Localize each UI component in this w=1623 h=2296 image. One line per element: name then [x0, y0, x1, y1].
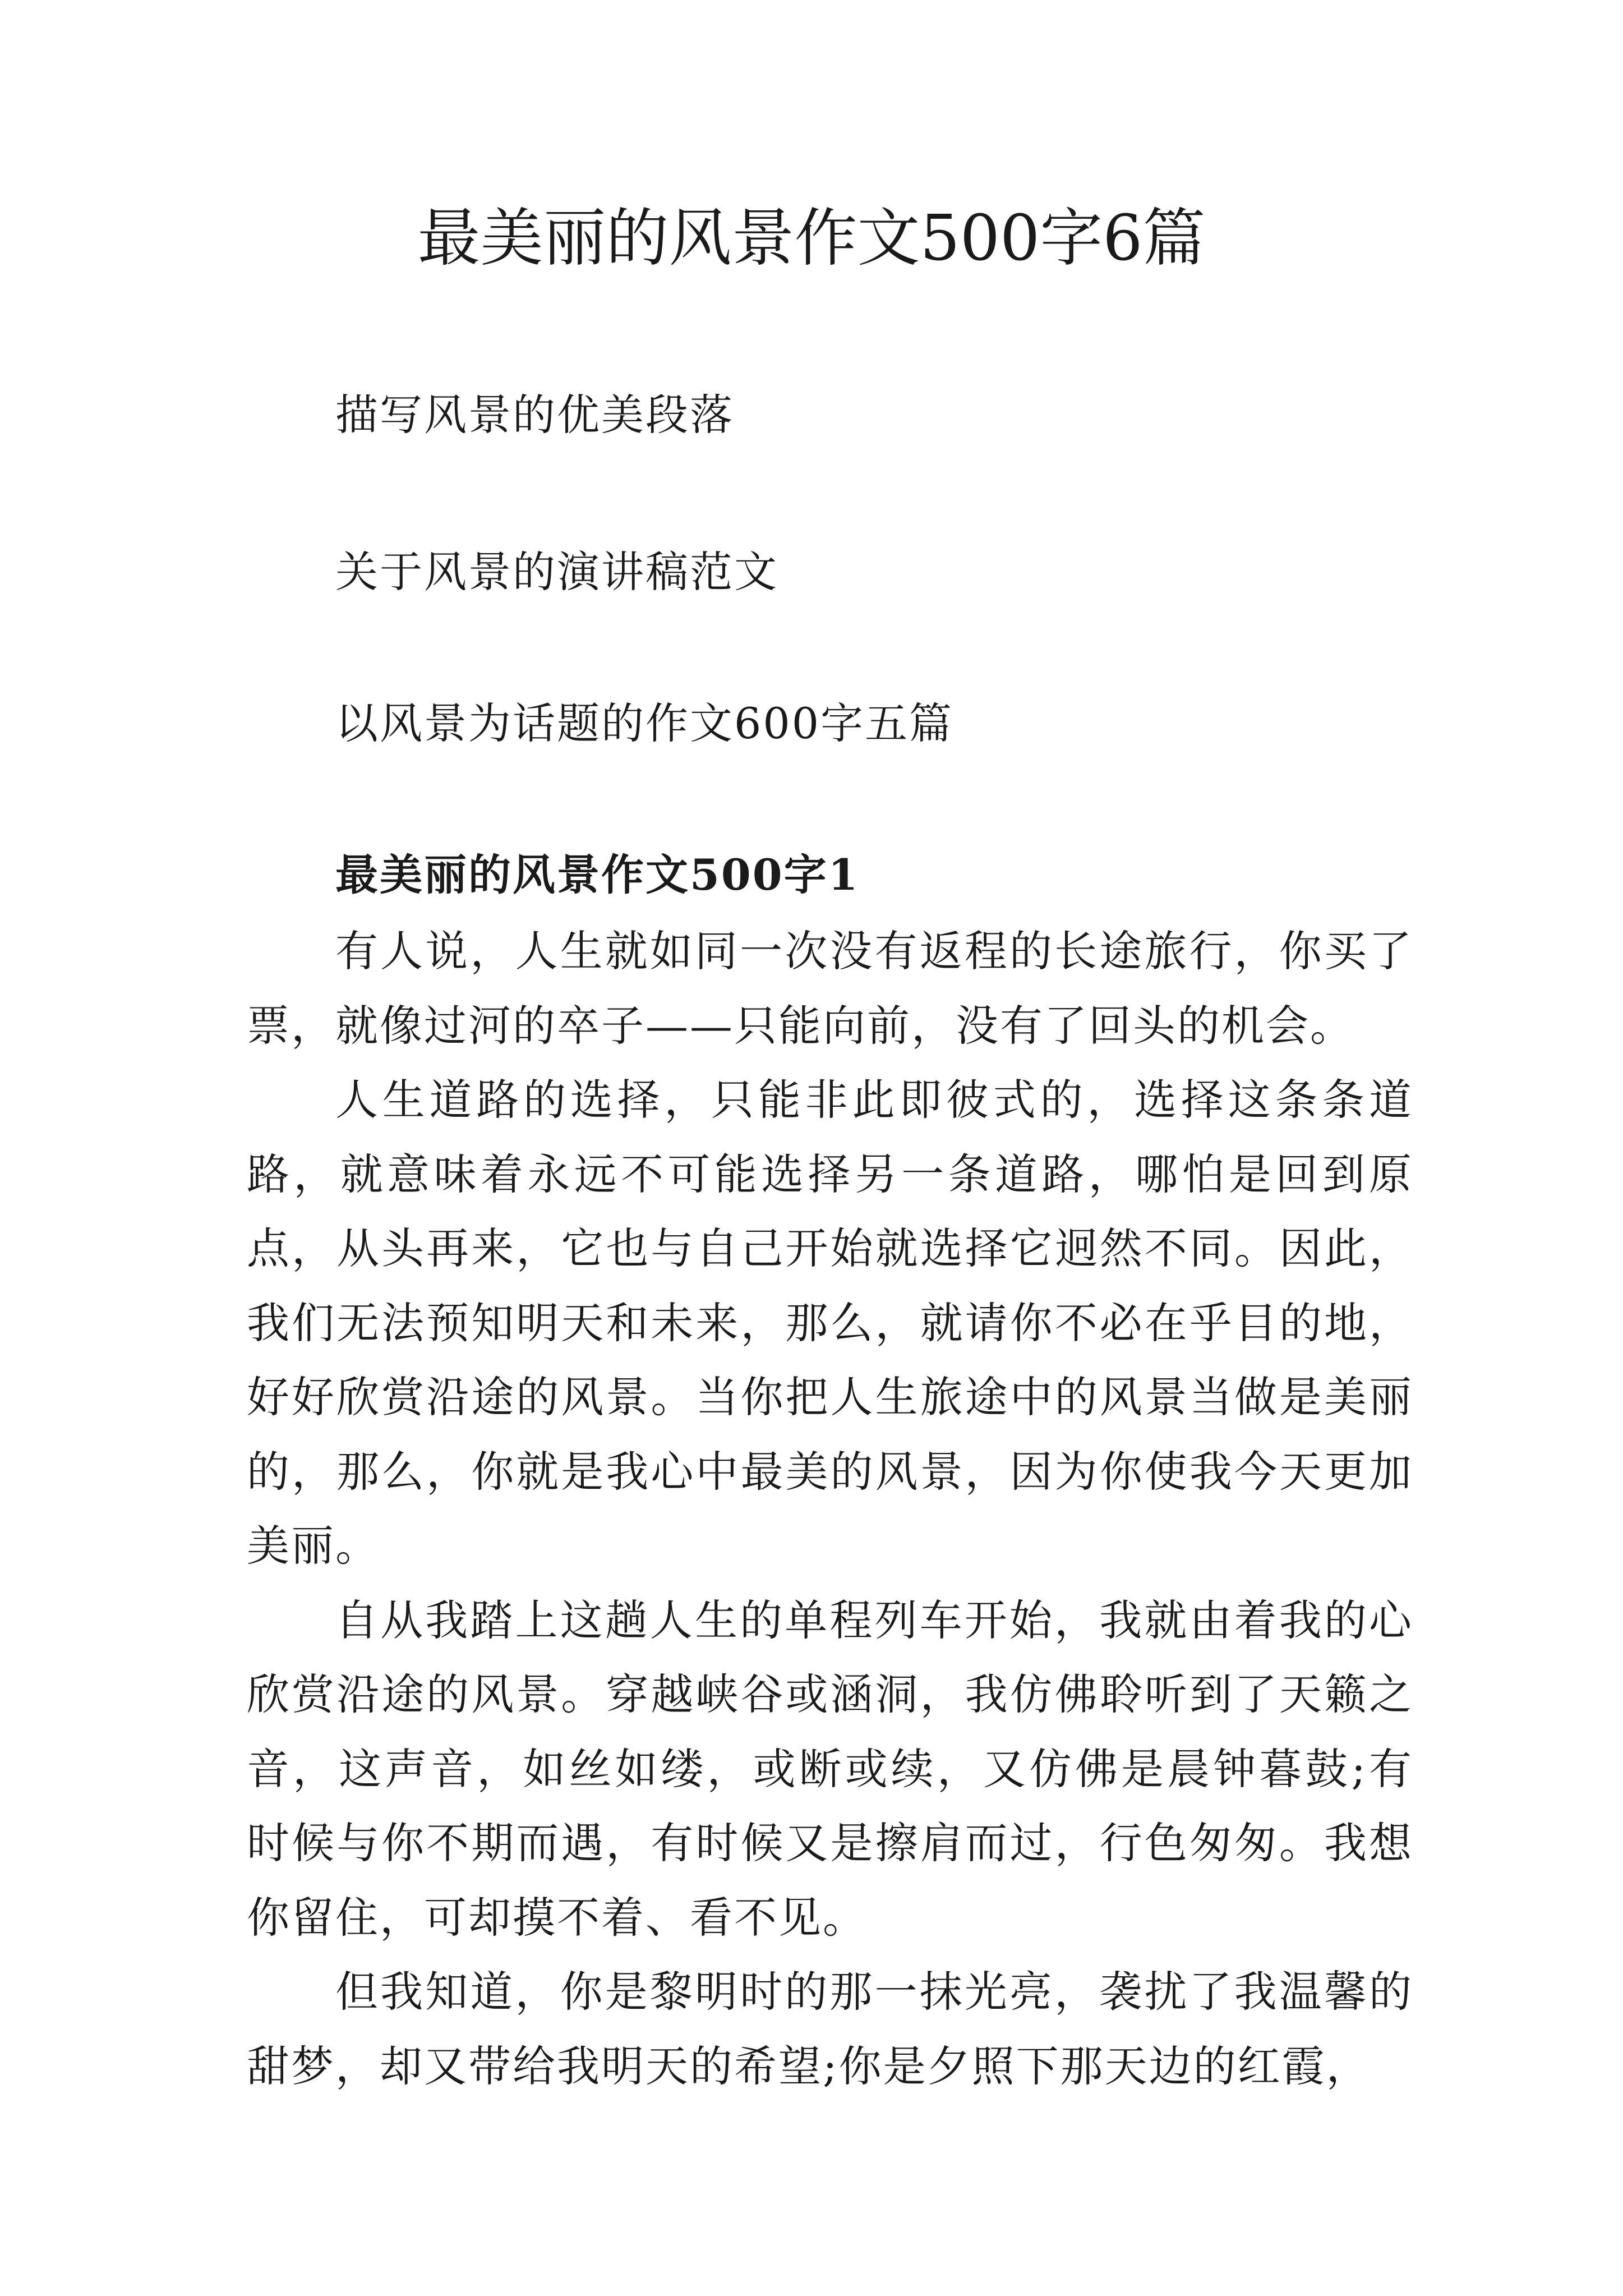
- paragraph: 人生道路的选择，只能非此即彼式的，选择这条条道路，就意味着永远不可能选择另一条道路，哪怕是回到原点，从头再来，它也与自己开始就选择它迥然不同。因此，我们无法预知明天和未来，那么，就请你不必在乎目的地，好好欣赏沿途的风景。当你把人生旅途中的风景当做是美丽的，那么，你就是我心中最美的风景，因为你使我今天更加美丽。: [247, 1075, 1413, 1571]
- paragraph: 自从我踏上这趟人生的单程列车开始，我就由着我的心欣赏沿途的风景。穿越峡谷或涵洞，我仿佛聆听到了天籁之音，这声音，如丝如缕，或断或续，又仿佛是晨钟暮鼓;有时候与你不期而遇，有时候又是擦肩而过，行色匆匆。我想你留住，可却摸不着、看不见。: [247, 1595, 1413, 1943]
- section-heading: 最美丽的风景作文500字1: [335, 850, 860, 900]
- related-article-link[interactable]: 关于风景的演讲稿范文: [335, 547, 778, 597]
- related-article-link[interactable]: 描写风景的优美段落: [335, 390, 734, 440]
- paragraph: 有人说，人生就如同一次没有返程的长途旅行，你买了票，就像过河的卒子——只能向前，没有了回头的机会。: [247, 926, 1413, 1051]
- paragraph: 但我知道，你是黎明时的那一抹光亮，袭扰了我温馨的甜梦，却又带给我明天的希望;你是夕照下那天边的红霞，: [247, 1967, 1413, 2091]
- document-title: 最美丽的风景作文500字6篇: [417, 202, 1206, 275]
- related-article-link[interactable]: 以风景为话题的作文600字五篇: [335, 698, 954, 748]
- article-body: [247, 914, 1413, 2104]
